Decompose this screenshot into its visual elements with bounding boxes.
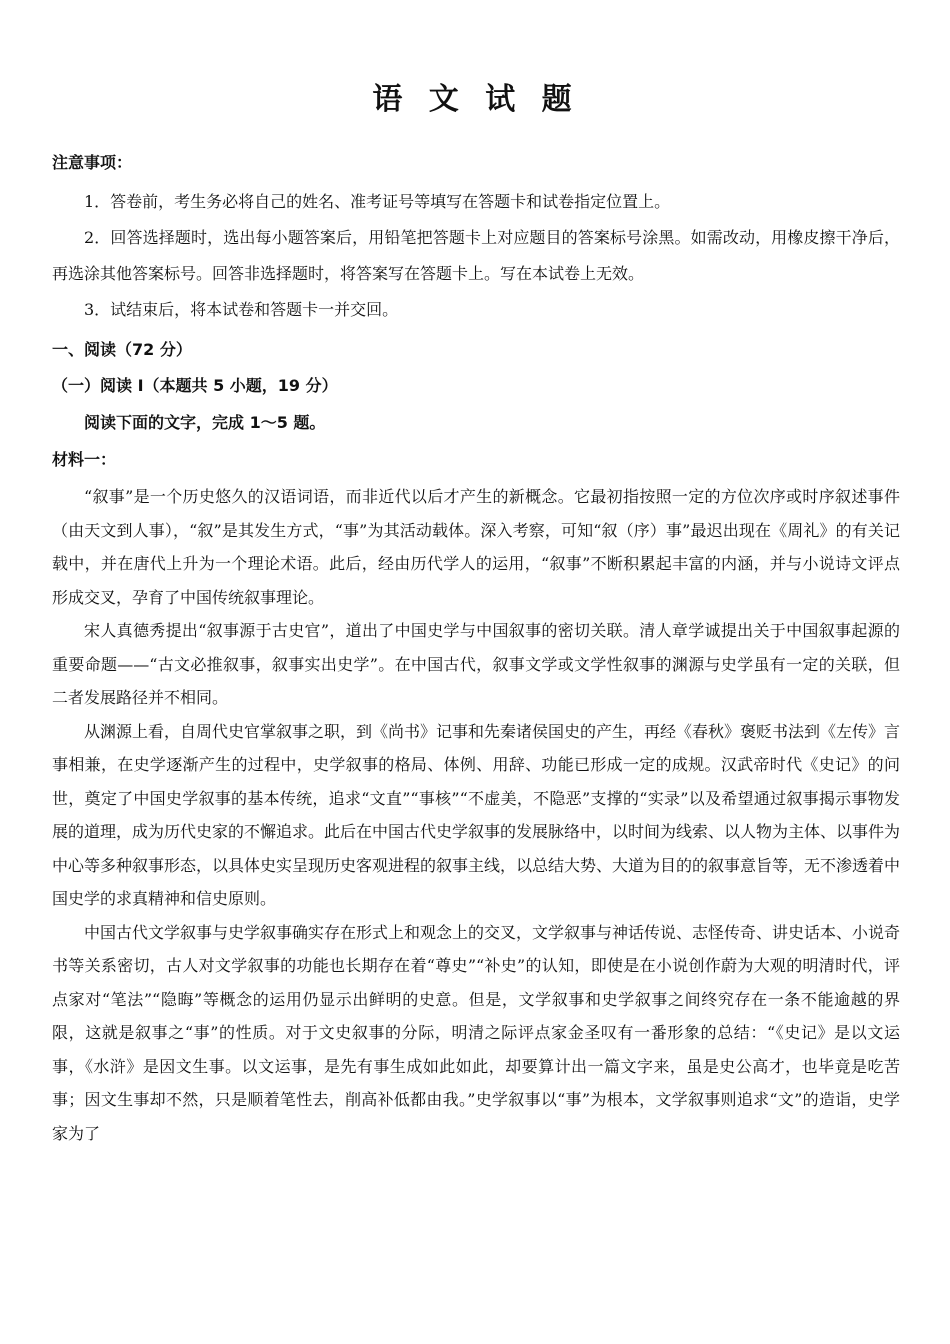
reading-instruction: 阅读下面的文字，完成 1～5 题。 <box>84 413 326 432</box>
passage <box>52 480 900 1150</box>
notice-item: 3．试结束后，将本试卷和答题卡一并交回。 <box>84 300 399 319</box>
page-title: 语 文 试 题 <box>372 82 580 117</box>
passage-paragraph: 宋人真德秀提出“叙事源于古史官”，道出了中国史学与中国叙事的密切关联。清人章学诚提出关于中国叙事起源的重要命题——“古文必推叙事，叙事实出史学”。在中国古代，叙事文学或文学性叙事的渊源与史学虽有一定的关联，但二者发展路径并不相同。 <box>52 621 900 707</box>
material-label: 材料一： <box>52 450 117 469</box>
section-one-heading: （一）阅读 I（本题共 5 小题，19 分） <box>52 376 338 395</box>
passage-paragraph: 从渊源上看，自周代史官掌叙事之职，到《尚书》记事和先秦诸侯国史的产生，再经《春秋》褒贬书法到《左传》言事相兼，在史学逐渐产生的过程中，史学叙事的格局、体例、用辞、功能已形成一定的成规。汉武帝时代《史记》的问世，奠定了中国史学叙事的基本传统，追求“文直”“事核”“不虚美，不隐恶”支撑的“实录”以及希望通过叙事揭示事物发展的道理，成为历代史家的不懈追求。此后在中国古代史学叙事的发展脉络中，以时间为线索、以人物为主体、以事件为中心等多种叙事形态，以具体史实呈现历史客观进程的叙事主线，以总结大势、大道为目的的叙事意旨等，无不渗透着中国史学的求真精神和信史原则。 <box>52 721 901 908</box>
notice-item: 1．答卷前，考生务必将自己的姓名、准考证号等填写在答题卡和试卷指定位置上。 <box>84 192 671 211</box>
passage-paragraph: “叙事”是一个历史悠久的汉语词语，而非近代以后才产生的新概念。它最初指按照一定的方位次序或时序叙述事件（由天文到人事），“叙”是其发生方式，“事”为其活动载体。深入考察，可知“叙（序）事”最迟出现在《周礼》的有关记载中，并在唐代上升为一个理论术语。此后，经由历代学人的运用，“叙事”不断积累起丰富的内涵，并与小说诗文评点形成交叉，孕育了中国传统叙事理论。 <box>52 487 900 607</box>
notice-heading: 注意事项： <box>52 153 133 172</box>
notice-item: 2．回答选择题时，选出每小题答案后，用铅笔把答题卡上对应题目的答案标号涂黑。如需改动，用橡皮擦干净后，再选涂其他答案标号。回答非选择题时，将答案写在答题卡上。写在本试卷上无效。 <box>52 228 900 283</box>
passage-paragraph: 中国古代文学叙事与史学叙事确实存在形式上和观念上的交叉，文学叙事与神话传说、志怪传奇、讲史话本、小说奇书等关系密切，古人对文学叙事的功能也长期存在着“尊史”“补史”的认知，即使是在小说创作蔚为大观的明清时代，评点家对“笔法”“隐晦”等概念的运用仍显示出鲜明的史意。但是，文学叙事和史学叙事之间终究存在一条不能逾越的界限，这就是叙事之“事”的性质。对于文史叙事的分际，明清之际评点家金圣叹有一番形象的总结：“《史记》是以文运事，《水浒》是因文生事。以文运事，是先有事生成如此如此，却要算计出一篇文字来，虽是史公高才，也毕竟是吃苦事；因文生事却不然，只是顺着笔性去，削高补低都由我。”史学叙事以“事”为根本，文学叙事则追求“文”的造诣，史学家为了 <box>52 922 901 1143</box>
part-one-heading: 一、阅读（72 分） <box>52 340 192 359</box>
notice-list <box>52 184 900 328</box>
